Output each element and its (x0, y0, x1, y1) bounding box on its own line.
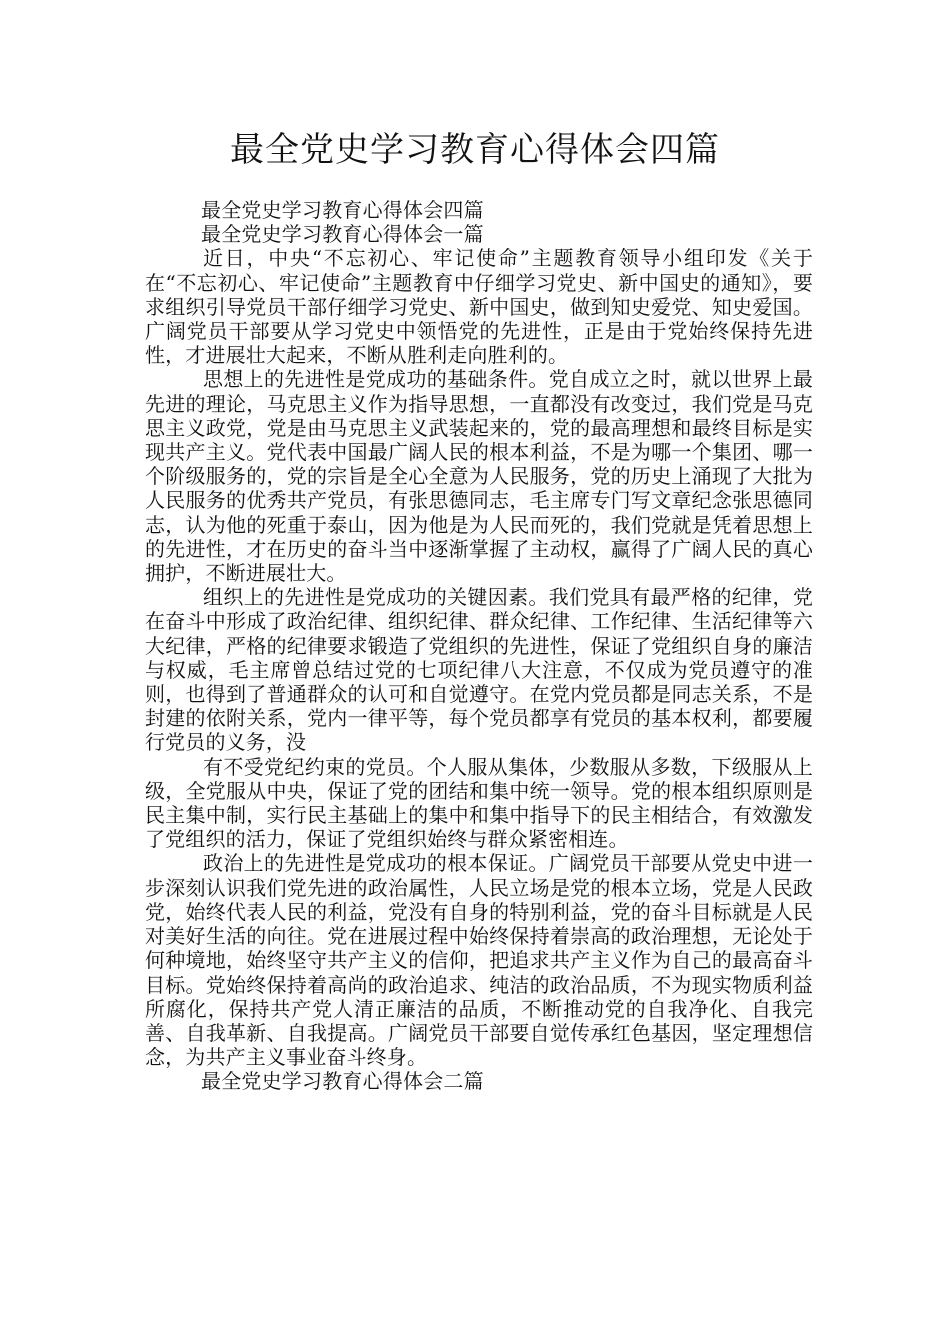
paragraph-organizational-continued: 有不受党纪约束的党员。个人服从集体，少数服从多数，下级服从上级，全党服从中央，保证了党的团结和集中统一领导。党的根本组织原则是民主集中制，实行民主基础上的集中和集中指导下的民主相结合，有效激发了党组织的活力，保证了党组织始终与群众紧密相连。 (145, 754, 813, 852)
section-two-heading: 最全党史学习教育心得体会二篇 (201, 1069, 484, 1094)
section-one-heading: 最全党史学习教育心得体会一篇 (201, 222, 484, 247)
document-body (145, 198, 813, 1094)
document-title: 最全党史学习教育心得体会四篇 (230, 130, 720, 170)
paragraph-intro: 近日，中央“不忘初心、牢记使命”主题教育领导小组印发《关于在“不忘初心、牢记使命”主题教育中仔细学习党史、新中国史的通知》，要求组织引导党员干部仔细学习党史、新中国史，做到知史爱党、知史爱国。广阔党员干部要从学习党史中领悟党的先进性，正是由于党始终保持先进性，才进展壮大起来，不断从胜利走向胜利的。 (145, 246, 813, 368)
document-subtitle: 最全党史学习教育心得体会四篇 (201, 198, 484, 222)
paragraph-ideological: 思想上的先进性是党成功的基础条件。党自成立之时，就以世界上最先进的理论，马克思主义作为指导思想，一直都没有改变过，我们党是马克思主义政党，党是由马克思主义武装起来的，党的最高理想和最终目标是实现共产主义。党代表中国最广阔人民的根本利益，不是为哪一个集团、哪一个阶级服务的，党的宗旨是全心全意为人民服务，党的历史上涌现了大批为人民服务的优秀共产党员，有张思德同志，毛主席专门写文章纪念张思德同志，认为他的死重于泰山，因为他是为人民而死的，我们党就是凭着思想上的先进性，才在历史的奋斗当中逐渐掌握了主动权，赢得了广阔人民的真心拥护，不断进展壮大。 (145, 367, 813, 586)
paragraph-organizational: 组织上的先进性是党成功的关键因素。我们党具有最严格的纪律，党在奋斗中形成了政治纪律、组织纪律、群众纪律、工作纪律、生活纪律等六大纪律，严格的纪律要求锻造了党组织的先进性，保证了党组织自身的廉洁与权威，毛主席曾总结过党的七项纪律八大注意，不仅成为党员遵守的准则，也得到了普通群众的认可和自觉遵守。在党内党员都是同志关系，不是封建的依附关系，党内一律平等，每个党员都享有党员的基本权利，都要履行党员的义务，没 (145, 585, 813, 755)
paragraph-political: 政治上的先进性是党成功的根本保证。广阔党员干部要从党史中进一步深刻认识我们党先进的政治属性，人民立场是党的根本立场，党是人民政党，始终代表人民的利益，党没有自身的特别利益，党的奋斗目标就是人民对美好生活的向往。党在进展过程中始终保持着崇高的政治理想，无论处于何种境地，始终坚守共产主义的信仰，把追求共产主义作为自己的最高奋斗目标。党始终保持着高尚的政治追求、纯洁的政治品质，不为现实物质利益所腐化，保持共产党人清正廉洁的品质，不断推动党的自我净化、自我完善、自我革新、自我提高。广阔党员干部要自觉传承红色基因，坚定理想信念，为共产主义事业奋斗终身。 (145, 851, 813, 1070)
